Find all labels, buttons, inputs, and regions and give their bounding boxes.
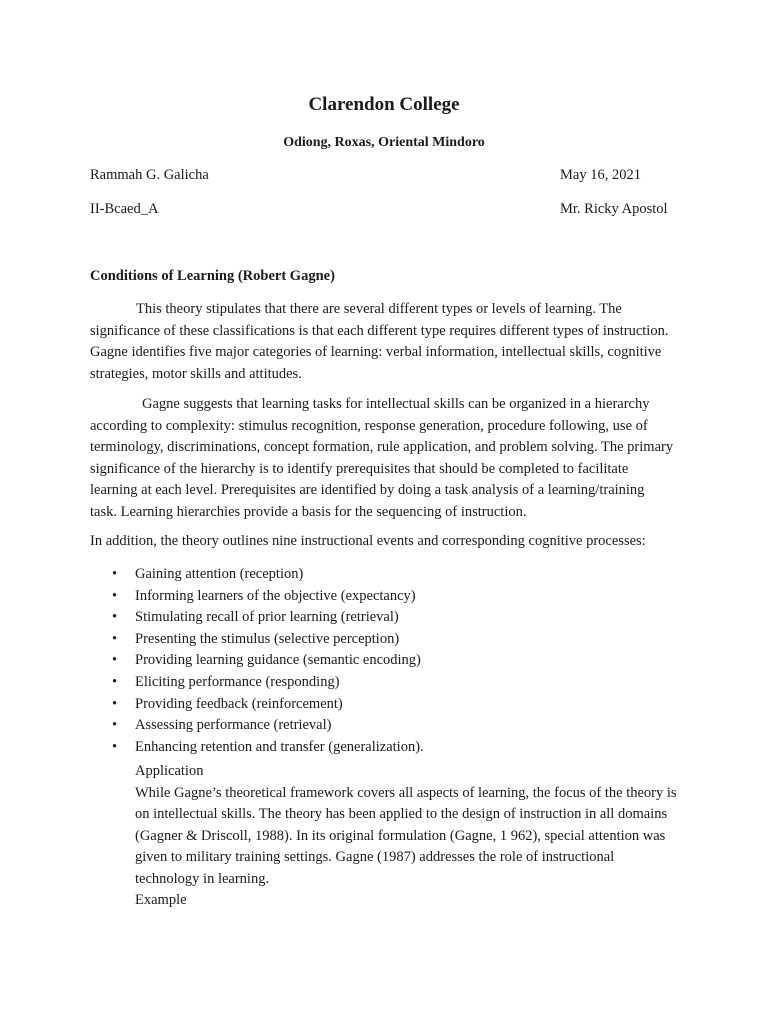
bullet-icon: • xyxy=(112,630,118,647)
list-item xyxy=(90,737,690,759)
application-label: Application xyxy=(135,763,204,779)
list-item xyxy=(90,650,690,672)
bullet-icon: • xyxy=(112,566,118,582)
list-item xyxy=(90,564,690,586)
section-heading: Conditions of Learning (Robert Gagne) xyxy=(90,268,335,284)
list-item-text: Eliciting performance (responding) xyxy=(135,673,340,690)
student-name: Rammah G. Galicha xyxy=(90,167,209,183)
instructor-name: Mr. Ricky Apostol xyxy=(560,201,668,217)
list-item-text: Enhancing retention and transfer (generalization). xyxy=(135,738,424,755)
paragraph-3: In addition, the theory outlines nine instructional events and corresponding cognitive processes: xyxy=(90,533,646,549)
class-section: II-Bcaed_A xyxy=(90,201,159,217)
bullet-icon: • xyxy=(112,652,118,669)
list-item xyxy=(90,586,690,608)
list-item-text: Providing learning guidance (semantic encoding) xyxy=(135,652,421,669)
list-item xyxy=(90,629,690,651)
list-item-text: Gaining attention (reception) xyxy=(135,566,304,582)
page-subtitle: Odiong, Roxas, Oriental Mindoro xyxy=(283,135,485,150)
list-item xyxy=(90,715,690,737)
bullet-icon: • xyxy=(112,738,118,755)
list-item-text: Presenting the stimulus (selective perception) xyxy=(135,630,400,647)
list-item-text: Stimulating recall of prior learning (retrieval) xyxy=(135,609,399,626)
bullet-icon: • xyxy=(112,673,118,690)
paragraph-2: Gagne suggests that learning tasks for intellectual skills can be organized in a hierarchy according to complexity: stimulus recognition, response generation, procedure following, use of terminology, discriminations, concept formation, rule application, and problem solving. The primary significance of the hierarchy is to identify prerequisites that should be completed to facilitate learning at each level. Prerequisites are identified by doing a task analysis of a learning/training task. Learning hierarchies provide a basis for the sequencing of instruction. xyxy=(90,396,674,520)
bullet-icon: • xyxy=(112,587,118,604)
list-item-text: Providing feedback (reinforcement) xyxy=(135,695,343,712)
list-continuation xyxy=(135,761,680,912)
instructional-events-list xyxy=(90,564,690,758)
document-date: May 16, 2021 xyxy=(560,167,641,183)
list-item xyxy=(90,607,690,629)
example-label: Example xyxy=(135,892,187,908)
application-text: While Gagne’s theoretical framework covers all aspects of learning, the focus of the theory is on intellectual skills. The theory has been applied to the design of instruction in all domains (Gagner & Driscoll, 1988). In its original formulation (Gagne, 1 962), special attention was given to military training settings. Gagne (1987) addresses the role of instructional technology in learning. xyxy=(135,784,677,887)
list-item xyxy=(90,672,690,694)
bullet-icon: • xyxy=(112,695,118,712)
list-item-text: Informing learners of the objective (expectancy) xyxy=(135,587,416,604)
list-item xyxy=(90,694,690,716)
bullet-icon: • xyxy=(112,717,118,734)
page-title: Clarendon College xyxy=(308,94,460,115)
list-item-text: Assessing performance (retrieval) xyxy=(135,717,332,734)
bullet-icon: • xyxy=(112,609,118,626)
paragraph-1: This theory stipulates that there are several different types or levels of learning. The significance of these classifications is that each different type requires different types of instruction. Gagne identifies five major categories of learning: verbal information, intellectual skills, cognitive strategies, motor skills and attitudes. xyxy=(90,301,669,382)
